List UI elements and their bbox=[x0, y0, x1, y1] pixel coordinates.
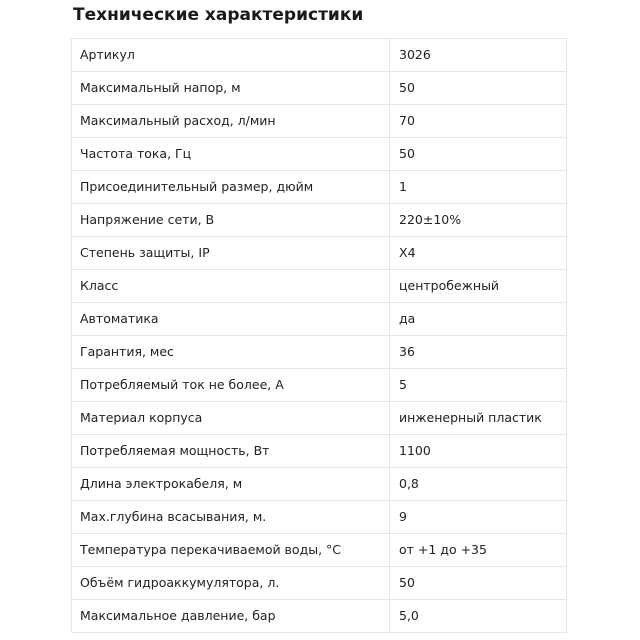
spec-value-cell: 50 bbox=[390, 567, 567, 600]
spec-name-cell: Артикул bbox=[72, 39, 390, 72]
table-row bbox=[72, 270, 567, 303]
spec-value-cell: 9 bbox=[390, 501, 567, 534]
spec-name-cell: Максимальный напор, м bbox=[72, 72, 390, 105]
spec-value-cell: 220±10% bbox=[390, 204, 567, 237]
spec-name-cell: Max.глубина всасывания, м. bbox=[72, 501, 390, 534]
table-row bbox=[72, 138, 567, 171]
spec-name-cell: Гарантия, мес bbox=[72, 336, 390, 369]
spec-value-cell: 50 bbox=[390, 72, 567, 105]
table-row bbox=[72, 369, 567, 402]
spec-name-cell: Присоединительный размер, дюйм bbox=[72, 171, 390, 204]
spec-name-cell: Степень защиты, IP bbox=[72, 237, 390, 270]
table-row bbox=[72, 204, 567, 237]
spec-value-cell: 1100 bbox=[390, 435, 567, 468]
spec-name-cell: Напряжение сети, В bbox=[72, 204, 390, 237]
spec-name-cell: Длина электрокабеля, м bbox=[72, 468, 390, 501]
section-title: Технические характеристики bbox=[73, 5, 364, 25]
table-row bbox=[72, 303, 567, 336]
spec-value-cell: 50 bbox=[390, 138, 567, 171]
spec-value-cell: 70 bbox=[390, 105, 567, 138]
table-row bbox=[72, 534, 567, 567]
table-row bbox=[72, 468, 567, 501]
spec-value-cell: 5 bbox=[390, 369, 567, 402]
table-row bbox=[72, 336, 567, 369]
spec-name-cell: Потребляемая мощность, Вт bbox=[72, 435, 390, 468]
spec-value-cell: 1 bbox=[390, 171, 567, 204]
table-row bbox=[72, 435, 567, 468]
spec-value-cell: инженерный пластик bbox=[390, 402, 567, 435]
spec-value-cell: 0,8 bbox=[390, 468, 567, 501]
table-row bbox=[72, 402, 567, 435]
table-row bbox=[72, 105, 567, 138]
spec-name-cell: Максимальный расход, л/мин bbox=[72, 105, 390, 138]
spec-name-cell: Температура перекачиваемой воды, °С bbox=[72, 534, 390, 567]
spec-value-cell: центробежный bbox=[390, 270, 567, 303]
spec-name-cell: Материал корпуса bbox=[72, 402, 390, 435]
specs-table bbox=[71, 38, 567, 633]
table-row bbox=[72, 600, 567, 633]
table-row bbox=[72, 567, 567, 600]
spec-name-cell: Максимальное давление, бар bbox=[72, 600, 390, 633]
table-row bbox=[72, 237, 567, 270]
spec-name-cell: Частота тока, Гц bbox=[72, 138, 390, 171]
spec-value-cell: X4 bbox=[390, 237, 567, 270]
table-row bbox=[72, 171, 567, 204]
spec-value-cell: да bbox=[390, 303, 567, 336]
spec-name-cell: Объём гидроаккумулятора, л. bbox=[72, 567, 390, 600]
spec-name-cell: Класс bbox=[72, 270, 390, 303]
spec-value-cell: 5,0 bbox=[390, 600, 567, 633]
spec-name-cell: Автоматика bbox=[72, 303, 390, 336]
spec-value-cell: от +1 до +35 bbox=[390, 534, 567, 567]
spec-value-cell: 36 bbox=[390, 336, 567, 369]
table-row bbox=[72, 501, 567, 534]
spec-value-cell: 3026 bbox=[390, 39, 567, 72]
spec-name-cell: Потребляемый ток не более, А bbox=[72, 369, 390, 402]
specs-table-body bbox=[72, 39, 567, 633]
table-row bbox=[72, 72, 567, 105]
table-row bbox=[72, 39, 567, 72]
